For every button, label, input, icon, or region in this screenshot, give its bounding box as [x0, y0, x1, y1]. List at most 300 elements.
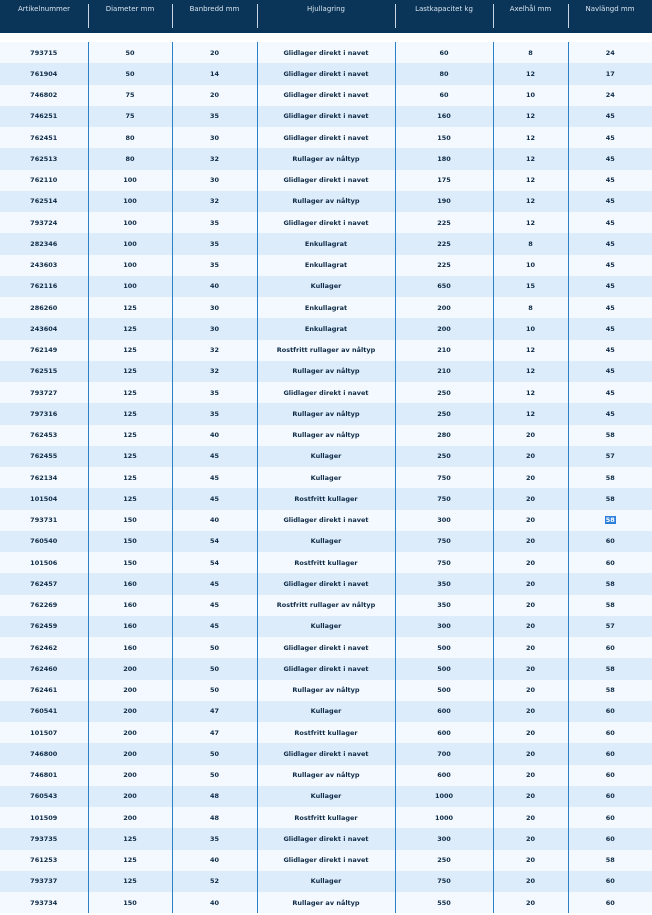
cell-axelhal: 12	[493, 148, 568, 169]
cell-hjullagring: Kullager	[257, 446, 395, 467]
cell-diameter: 125	[88, 828, 172, 849]
cell-hjullagring: Enkullagrat	[257, 297, 395, 318]
cell-diameter: 125	[88, 446, 172, 467]
cell-navlangd: 60	[568, 552, 652, 573]
cell-axelhal: 20	[493, 722, 568, 743]
cell-navlangd: 45	[568, 276, 652, 297]
cell-lastkapacitet: 550	[395, 892, 493, 913]
cell-banbredd: 54	[172, 531, 257, 552]
column-header-artikelnummer[interactable]: Artikelnummer	[0, 0, 88, 33]
cell-banbredd: 50	[172, 680, 257, 701]
cell-banbredd: 35	[172, 255, 257, 276]
table-row[interactable]	[0, 488, 652, 509]
column-header-navlangd[interactable]: Navlängd mm	[568, 0, 652, 33]
cell-axelhal: 12	[493, 340, 568, 361]
cell-navlangd: 45	[568, 191, 652, 212]
cell-hjullagring: Kullager	[257, 786, 395, 807]
cell-lastkapacitet: 500	[395, 658, 493, 679]
cell-hjullagring: Glidlager direkt i navet	[257, 637, 395, 658]
cell-lastkapacitet: 200	[395, 297, 493, 318]
table-row[interactable]	[0, 743, 652, 764]
spacer-cell	[0, 33, 652, 42]
cell-axelhal: 20	[493, 765, 568, 786]
cell-diameter: 50	[88, 63, 172, 84]
cell-artikelnummer: 762515	[0, 361, 88, 382]
selected-text[interactable]: 58	[605, 516, 615, 525]
cell-banbredd: 32	[172, 361, 257, 382]
cell-artikelnummer: 797316	[0, 403, 88, 424]
cell-hjullagring: Kullager	[257, 701, 395, 722]
cell-navlangd: 45	[568, 361, 652, 382]
cell-banbredd: 35	[172, 403, 257, 424]
cell-axelhal: 10	[493, 85, 568, 106]
cell-lastkapacitet: 225	[395, 212, 493, 233]
cell-artikelnummer: 746801	[0, 765, 88, 786]
cell-axelhal: 20	[493, 680, 568, 701]
cell-lastkapacitet: 750	[395, 552, 493, 573]
cell-axelhal: 12	[493, 361, 568, 382]
cell-axelhal: 20	[493, 510, 568, 531]
cell-lastkapacitet: 350	[395, 573, 493, 594]
cell-artikelnummer: 746251	[0, 106, 88, 127]
cell-axelhal: 20	[493, 595, 568, 616]
cell-diameter: 160	[88, 616, 172, 637]
cell-hjullagring: Glidlager direkt i navet	[257, 743, 395, 764]
cell-banbredd: 40	[172, 276, 257, 297]
cell-banbredd: 20	[172, 42, 257, 63]
cell-banbredd: 45	[172, 595, 257, 616]
cell-banbredd: 40	[172, 892, 257, 913]
cell-banbredd: 35	[172, 828, 257, 849]
cell-artikelnummer: 101506	[0, 552, 88, 573]
table-row[interactable]	[0, 382, 652, 403]
cell-artikelnummer: 746800	[0, 743, 88, 764]
table-row[interactable]	[0, 340, 652, 361]
cell-banbredd: 40	[172, 425, 257, 446]
cell-diameter: 100	[88, 276, 172, 297]
table-row[interactable]	[0, 127, 652, 148]
cell-diameter: 125	[88, 297, 172, 318]
cell-banbredd: 32	[172, 340, 257, 361]
cell-artikelnummer: 282346	[0, 233, 88, 254]
cell-banbredd: 50	[172, 743, 257, 764]
cell-lastkapacitet: 190	[395, 191, 493, 212]
cell-diameter: 200	[88, 807, 172, 828]
cell-axelhal: 20	[493, 828, 568, 849]
cell-axelhal: 20	[493, 446, 568, 467]
table-row[interactable]	[0, 765, 652, 786]
cell-axelhal: 15	[493, 276, 568, 297]
cell-hjullagring: Rostfritt kullager	[257, 488, 395, 509]
table-row[interactable]	[0, 403, 652, 424]
cell-axelhal: 20	[493, 786, 568, 807]
table-row[interactable]	[0, 850, 652, 871]
cell-diameter: 200	[88, 680, 172, 701]
cell-hjullagring: Glidlager direkt i navet	[257, 63, 395, 84]
cell-navlangd: 58	[568, 488, 652, 509]
cell-banbredd: 48	[172, 807, 257, 828]
table-row[interactable]	[0, 637, 652, 658]
cell-banbredd: 32	[172, 191, 257, 212]
cell-axelhal: 20	[493, 531, 568, 552]
cell-axelhal: 12	[493, 127, 568, 148]
table-row[interactable]	[0, 255, 652, 276]
cell-lastkapacitet: 80	[395, 63, 493, 84]
table-row[interactable]	[0, 85, 652, 106]
cell-navlangd: 58	[568, 595, 652, 616]
table-row[interactable]	[0, 616, 652, 637]
cell-hjullagring: Rullager av nåltyp	[257, 680, 395, 701]
table-row[interactable]	[0, 467, 652, 488]
cell-navlangd: 60	[568, 765, 652, 786]
cell-diameter: 125	[88, 318, 172, 339]
cell-lastkapacitet: 200	[395, 318, 493, 339]
table-row[interactable]	[0, 42, 652, 63]
cell-navlangd: 57	[568, 616, 652, 637]
cell-hjullagring: Glidlager direkt i navet	[257, 85, 395, 106]
cell-navlangd: 58	[568, 467, 652, 488]
cell-banbredd: 45	[172, 573, 257, 594]
cell-axelhal: 20	[493, 552, 568, 573]
cell-axelhal: 20	[493, 871, 568, 892]
cell-axelhal: 12	[493, 106, 568, 127]
cell-artikelnummer: 793727	[0, 382, 88, 403]
table-row[interactable]	[0, 191, 652, 212]
cell-banbredd: 30	[172, 127, 257, 148]
cell-diameter: 75	[88, 85, 172, 106]
cell-diameter: 50	[88, 42, 172, 63]
cell-hjullagring: Glidlager direkt i navet	[257, 212, 395, 233]
cell-lastkapacitet: 250	[395, 403, 493, 424]
cell-artikelnummer: 101507	[0, 722, 88, 743]
cell-navlangd: 58	[568, 850, 652, 871]
cell-banbredd: 35	[172, 233, 257, 254]
cell-navlangd: 60	[568, 722, 652, 743]
cell-diameter: 125	[88, 403, 172, 424]
cell-hjullagring: Enkullagrat	[257, 318, 395, 339]
cell-hjullagring: Rullager av nåltyp	[257, 765, 395, 786]
cell-banbredd: 47	[172, 722, 257, 743]
cell-lastkapacitet: 300	[395, 510, 493, 531]
cell-diameter: 80	[88, 148, 172, 169]
cell-navlangd: 60	[568, 531, 652, 552]
cell-navlangd: 58	[568, 573, 652, 594]
cell-artikelnummer: 762451	[0, 127, 88, 148]
cell-hjullagring: Rullager av nåltyp	[257, 361, 395, 382]
cell-navlangd: 45	[568, 148, 652, 169]
cell-artikelnummer: 762116	[0, 276, 88, 297]
table-row[interactable]	[0, 106, 652, 127]
cell-artikelnummer: 762149	[0, 340, 88, 361]
cell-diameter: 200	[88, 722, 172, 743]
table-row[interactable]	[0, 722, 652, 743]
cell-diameter: 100	[88, 212, 172, 233]
cell-diameter: 75	[88, 106, 172, 127]
cell-lastkapacitet: 250	[395, 382, 493, 403]
table-row[interactable]	[0, 871, 652, 892]
cell-navlangd: 45	[568, 403, 652, 424]
cell-axelhal: 20	[493, 616, 568, 637]
table-row[interactable]	[0, 892, 652, 913]
cell-navlangd: 58	[568, 658, 652, 679]
cell-axelhal: 20	[493, 425, 568, 446]
cell-navlangd: 45	[568, 212, 652, 233]
cell-diameter: 150	[88, 892, 172, 913]
table-row[interactable]	[0, 595, 652, 616]
cell-axelhal: 20	[493, 850, 568, 871]
table-row[interactable]	[0, 318, 652, 339]
cell-diameter: 100	[88, 170, 172, 191]
cell-banbredd: 30	[172, 170, 257, 191]
table-row[interactable]	[0, 170, 652, 191]
cell-diameter: 150	[88, 510, 172, 531]
cell-diameter: 160	[88, 595, 172, 616]
column-header-diameter[interactable]: Diameter mm	[88, 0, 172, 33]
cell-axelhal: 12	[493, 170, 568, 191]
table-row[interactable]	[0, 212, 652, 233]
cell-axelhal: 20	[493, 701, 568, 722]
cell-hjullagring: Glidlager direkt i navet	[257, 573, 395, 594]
cell-diameter: 125	[88, 871, 172, 892]
cell-navlangd: 45	[568, 297, 652, 318]
cell-lastkapacitet: 600	[395, 701, 493, 722]
cell-artikelnummer: 761904	[0, 63, 88, 84]
cell-diameter: 200	[88, 765, 172, 786]
cell-artikelnummer: 793734	[0, 892, 88, 913]
cell-navlangd: 58	[568, 425, 652, 446]
cell-hjullagring: Glidlager direkt i navet	[257, 850, 395, 871]
cell-lastkapacitet: 225	[395, 233, 493, 254]
cell-navlangd: 60	[568, 701, 652, 722]
cell-axelhal: 12	[493, 403, 568, 424]
cell-navlangd: 45	[568, 340, 652, 361]
cell-navlangd: 45	[568, 106, 652, 127]
cell-lastkapacitet: 250	[395, 850, 493, 871]
cell-banbredd: 45	[172, 488, 257, 509]
cell-axelhal: 8	[493, 233, 568, 254]
cell-hjullagring: Rullager av nåltyp	[257, 425, 395, 446]
table-row[interactable]	[0, 680, 652, 701]
cell-lastkapacitet: 500	[395, 680, 493, 701]
cell-lastkapacitet: 350	[395, 595, 493, 616]
cell-lastkapacitet: 160	[395, 106, 493, 127]
cell-diameter: 200	[88, 658, 172, 679]
cell-hjullagring: Glidlager direkt i navet	[257, 658, 395, 679]
cell-navlangd: 45	[568, 127, 652, 148]
cell-artikelnummer: 101509	[0, 807, 88, 828]
cell-artikelnummer: 793724	[0, 212, 88, 233]
table-row[interactable]	[0, 828, 652, 849]
cell-banbredd: 14	[172, 63, 257, 84]
cell-artikelnummer: 762455	[0, 446, 88, 467]
cell-hjullagring: Rostfritt rullager av nåltyp	[257, 340, 395, 361]
table-row[interactable]	[0, 276, 652, 297]
cell-diameter: 150	[88, 552, 172, 573]
cell-diameter: 200	[88, 743, 172, 764]
cell-navlangd: 45	[568, 318, 652, 339]
table-row[interactable]	[0, 297, 652, 318]
table-row[interactable]	[0, 233, 652, 254]
cell-banbredd: 50	[172, 765, 257, 786]
cell-lastkapacitet: 175	[395, 170, 493, 191]
column-header-lastkapacitet[interactable]: Lastkapacitet kg	[395, 0, 493, 33]
cell-axelhal: 12	[493, 382, 568, 403]
cell-diameter: 125	[88, 361, 172, 382]
cell-artikelnummer: 760540	[0, 531, 88, 552]
cell-lastkapacitet: 700	[395, 743, 493, 764]
cell-artikelnummer: 243604	[0, 318, 88, 339]
column-header-banbredd[interactable]: Banbredd mm	[172, 0, 257, 33]
cell-diameter: 160	[88, 573, 172, 594]
cell-navlangd: 45	[568, 382, 652, 403]
cell-diameter: 125	[88, 340, 172, 361]
cell-artikelnummer: 762453	[0, 425, 88, 446]
cell-hjullagring: Rullager av nåltyp	[257, 148, 395, 169]
cell-banbredd: 48	[172, 786, 257, 807]
cell-diameter: 125	[88, 488, 172, 509]
cell-diameter: 125	[88, 382, 172, 403]
cell-banbredd: 50	[172, 637, 257, 658]
cell-artikelnummer: 762457	[0, 573, 88, 594]
cell-lastkapacitet: 280	[395, 425, 493, 446]
column-header-hjullagring[interactable]: Hjullagring	[257, 0, 395, 33]
table-row[interactable]	[0, 510, 652, 531]
cell-axelhal: 20	[493, 637, 568, 658]
cell-navlangd	[568, 510, 652, 531]
cell-navlangd: 60	[568, 786, 652, 807]
cell-navlangd: 60	[568, 807, 652, 828]
cell-lastkapacitet: 225	[395, 255, 493, 276]
cell-hjullagring: Glidlager direkt i navet	[257, 127, 395, 148]
cell-navlangd: 45	[568, 255, 652, 276]
cell-axelhal: 20	[493, 658, 568, 679]
cell-navlangd: 57	[568, 446, 652, 467]
cell-banbredd: 50	[172, 658, 257, 679]
cell-diameter: 200	[88, 701, 172, 722]
cell-artikelnummer: 793731	[0, 510, 88, 531]
cell-axelhal: 12	[493, 212, 568, 233]
table-row[interactable]	[0, 701, 652, 722]
table-row[interactable]	[0, 63, 652, 84]
cell-lastkapacitet: 750	[395, 488, 493, 509]
cell-lastkapacitet: 180	[395, 148, 493, 169]
cell-lastkapacitet: 300	[395, 828, 493, 849]
cell-artikelnummer: 762513	[0, 148, 88, 169]
table-row[interactable]	[0, 425, 652, 446]
cell-diameter: 125	[88, 467, 172, 488]
cell-artikelnummer: 793715	[0, 42, 88, 63]
table-row[interactable]	[0, 786, 652, 807]
cell-axelhal: 20	[493, 488, 568, 509]
cell-artikelnummer: 762269	[0, 595, 88, 616]
cell-axelhal: 20	[493, 892, 568, 913]
cell-hjullagring: Glidlager direkt i navet	[257, 828, 395, 849]
cell-lastkapacitet: 210	[395, 340, 493, 361]
cell-artikelnummer: 762460	[0, 658, 88, 679]
cell-hjullagring: Kullager	[257, 467, 395, 488]
cell-navlangd: 24	[568, 42, 652, 63]
cell-banbredd: 54	[172, 552, 257, 573]
cell-artikelnummer: 760543	[0, 786, 88, 807]
cell-navlangd: 60	[568, 637, 652, 658]
table-row[interactable]	[0, 658, 652, 679]
cell-artikelnummer: 761253	[0, 850, 88, 871]
cell-axelhal: 8	[493, 297, 568, 318]
cell-lastkapacitet: 750	[395, 531, 493, 552]
table-row[interactable]	[0, 148, 652, 169]
cell-banbredd: 35	[172, 106, 257, 127]
cell-hjullagring: Kullager	[257, 616, 395, 637]
cell-artikelnummer: 760541	[0, 701, 88, 722]
cell-hjullagring: Rullager av nåltyp	[257, 191, 395, 212]
cell-hjullagring: Rullager av nåltyp	[257, 892, 395, 913]
cell-hjullagring: Rostfritt kullager	[257, 807, 395, 828]
table-row[interactable]	[0, 446, 652, 467]
cell-axelhal: 20	[493, 573, 568, 594]
table-row[interactable]	[0, 531, 652, 552]
cell-hjullagring: Kullager	[257, 531, 395, 552]
cell-banbredd: 45	[172, 616, 257, 637]
table-row[interactable]	[0, 573, 652, 594]
table-row[interactable]	[0, 807, 652, 828]
cell-lastkapacitet: 650	[395, 276, 493, 297]
cell-navlangd: 45	[568, 170, 652, 191]
cell-artikelnummer: 101504	[0, 488, 88, 509]
cell-axelhal: 20	[493, 743, 568, 764]
cell-hjullagring: Kullager	[257, 276, 395, 297]
table-row[interactable]	[0, 552, 652, 573]
cell-diameter: 100	[88, 255, 172, 276]
cell-navlangd: 60	[568, 828, 652, 849]
cell-axelhal: 20	[493, 807, 568, 828]
cell-hjullagring: Rostfritt kullager	[257, 722, 395, 743]
cell-navlangd: 60	[568, 892, 652, 913]
cell-artikelnummer: 762514	[0, 191, 88, 212]
cell-hjullagring: Kullager	[257, 871, 395, 892]
cell-banbredd: 40	[172, 850, 257, 871]
cell-banbredd: 32	[172, 148, 257, 169]
cell-lastkapacitet: 600	[395, 722, 493, 743]
cell-lastkapacitet: 250	[395, 446, 493, 467]
cell-lastkapacitet: 1000	[395, 786, 493, 807]
cell-hjullagring: Enkullagrat	[257, 255, 395, 276]
cell-diameter: 160	[88, 637, 172, 658]
table-body	[0, 42, 652, 913]
cell-artikelnummer: 243603	[0, 255, 88, 276]
cell-lastkapacitet: 750	[395, 467, 493, 488]
cell-artikelnummer: 762134	[0, 467, 88, 488]
column-header-axelhal[interactable]: Axelhål mm	[493, 0, 568, 33]
cell-artikelnummer: 762461	[0, 680, 88, 701]
cell-banbredd: 20	[172, 85, 257, 106]
cell-artikelnummer: 286260	[0, 297, 88, 318]
table-row[interactable]	[0, 361, 652, 382]
cell-lastkapacitet: 300	[395, 616, 493, 637]
cell-hjullagring: Glidlager direkt i navet	[257, 510, 395, 531]
cell-axelhal: 12	[493, 191, 568, 212]
cell-artikelnummer: 762462	[0, 637, 88, 658]
cell-axelhal: 8	[493, 42, 568, 63]
cell-navlangd: 58	[568, 680, 652, 701]
cell-navlangd: 17	[568, 63, 652, 84]
cell-diameter: 80	[88, 127, 172, 148]
cell-banbredd: 30	[172, 297, 257, 318]
cell-hjullagring: Rostfritt kullager	[257, 552, 395, 573]
cell-diameter: 150	[88, 531, 172, 552]
cell-lastkapacitet: 600	[395, 765, 493, 786]
cell-diameter: 200	[88, 786, 172, 807]
cell-diameter: 100	[88, 191, 172, 212]
